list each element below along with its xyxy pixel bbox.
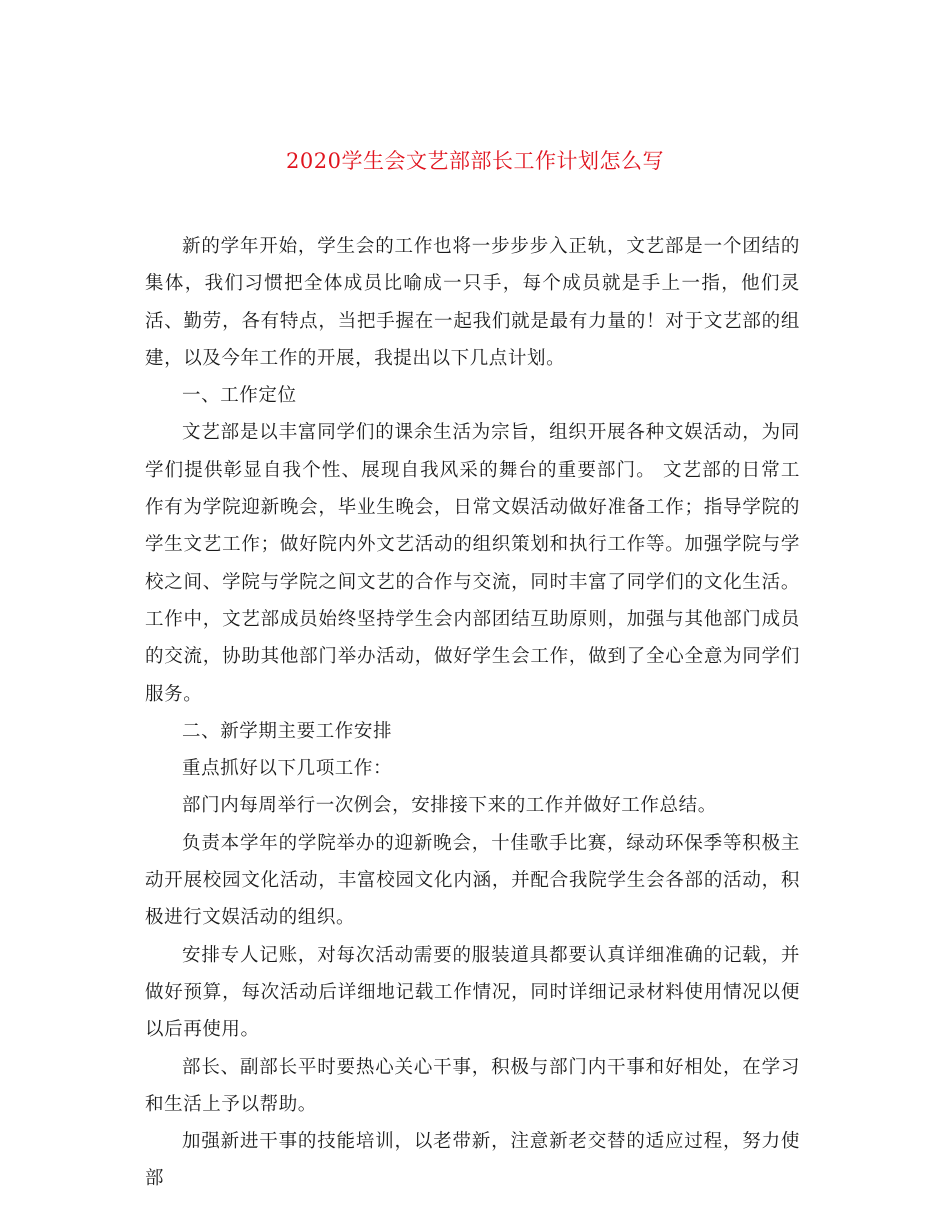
document-body [145,228,800,1198]
paragraph-weekly-meeting: 部门内每周举行一次例会，安排接下来的工作并做好工作总结。 [182,795,717,817]
paragraph-key-tasks: 重点抓好以下几项工作： [182,758,393,780]
document-title: 2020学生会文艺部部长工作计划怎么写 [286,149,664,173]
paragraph-training: 加强新进干事的技能培训，以老带新，注意新老交替的适应过程，努力使部 [145,1131,800,1190]
paragraph-events: 负责本学年的学院举办的迎新晚会，十佳歌手比赛，绿动环保季等积极主动开展校园文化活动，丰富校园文化内涵，并配合我院学生会各部的活动，积极进行文娱活动的组织。 [145,832,800,929]
paragraph-intro: 新的学年开始，学生会的工作也将一步步步入正轨，文艺部是一个团结的集体，我们习惯把全体成员比喻成一只手，每个成员就是手上一指，他们灵活、勤劳，各有特点，当把手握在一起我们就是最有力量的！对于文艺部的组建，以及今年工作的开展，我提出以下几点计划。 [145,236,800,369]
paragraph-positioning: 文艺部是以丰富同学们的课余生活为宗旨，组织开展各种文娱活动，为同学们提供彰显自我个性、展现自我风采的舞台的重要部门。 文艺部的日常工作有为学院迎新晚会，毕业生晚会，日常文娱活动做好准备工作；指导学院的学生文艺工作；做好院内外文艺活动的组织策划和执行工作等。加强学院与学校之间、学院与学院之间文艺的合作与交流，同时丰富了同学们的文化生活。工作中，文艺部成员始终坚持学生会内部团结互助原则，加强与其他部门成员的交流，协助其他部门举办活动，做好学生会工作，做到了全心全意为同学们服务。 [145,422,800,705]
paragraph-bookkeeping: 安排专人记账，对每次活动需要的服装道具都要认真详细准确的记载，并做好预算，每次活动后详细地记载工作情况，同时详细记录材料使用情况以便以后再使用。 [145,944,800,1041]
paragraph-leadership: 部长、副部长平时要热心关心干事，积极与部门内干事和好相处，在学习和生活上予以帮助。 [145,1056,800,1115]
section-heading-positioning: 一、工作定位 [182,385,297,407]
section-heading-arrangements: 二、新学期主要工作安排 [182,720,393,742]
